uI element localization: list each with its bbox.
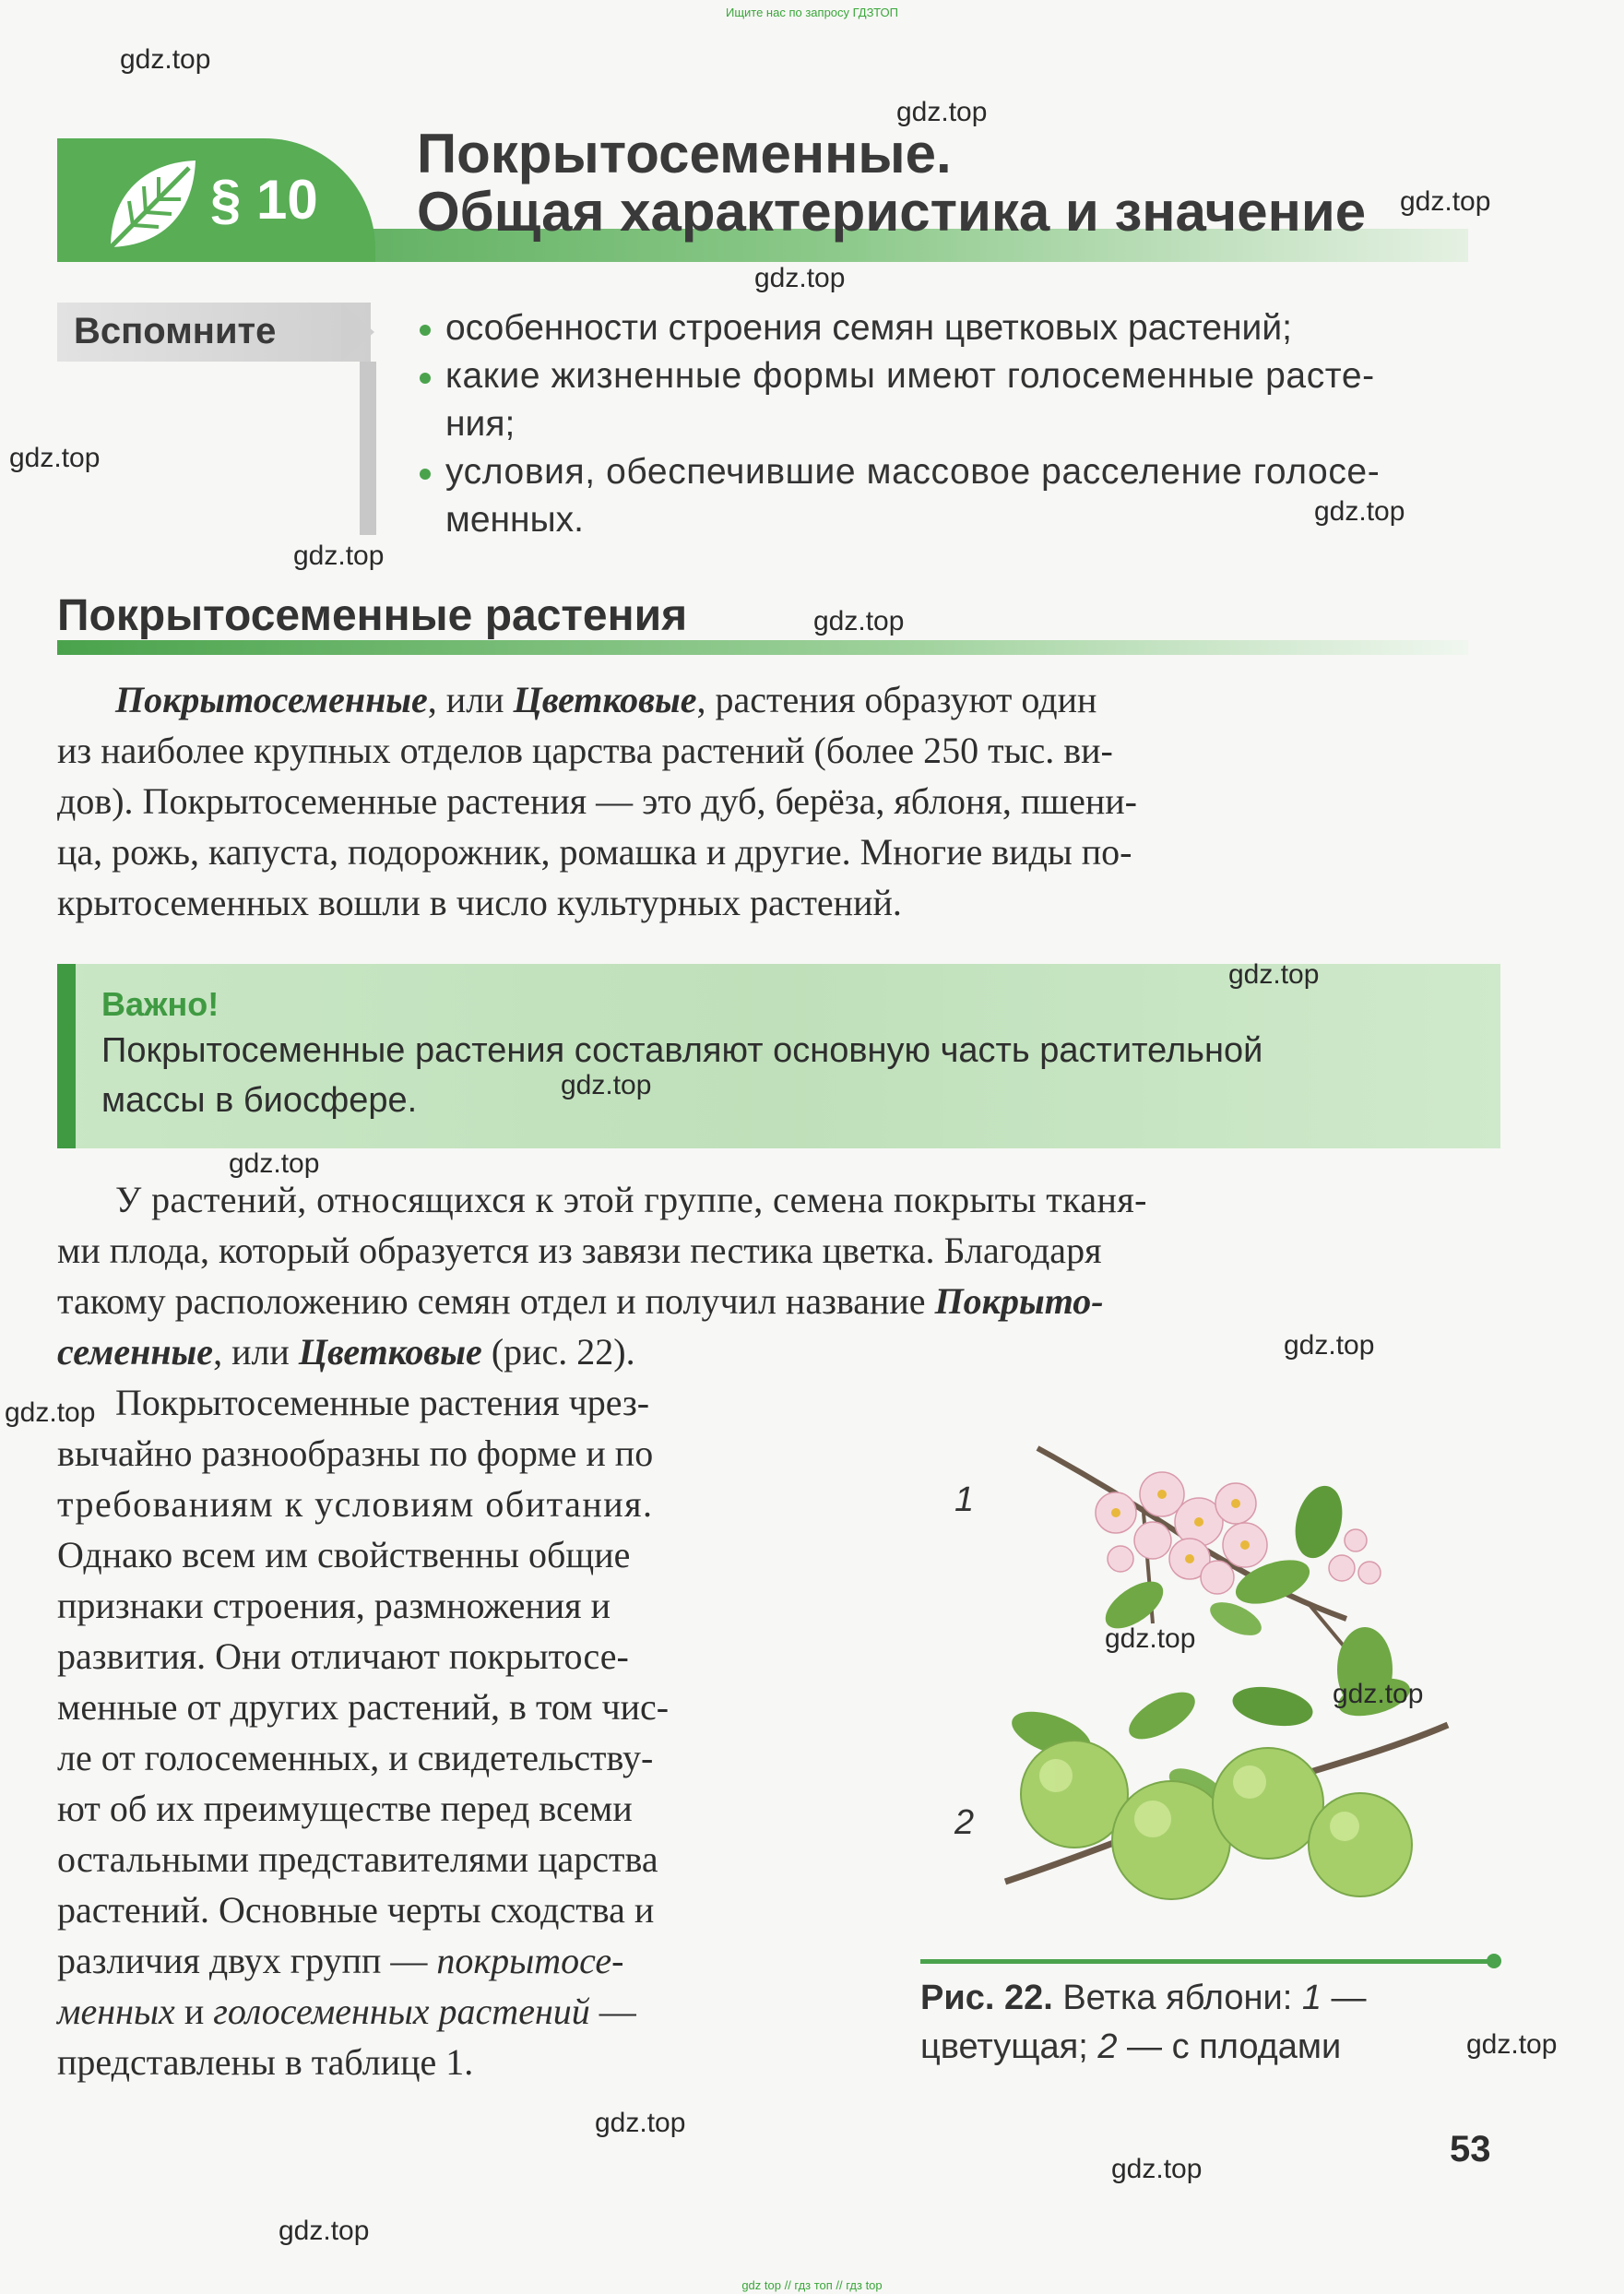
section-title: Покрытосеменные.	[417, 123, 952, 184]
important-bar	[57, 964, 76, 1148]
watermark-text: gdz.top	[754, 263, 846, 293]
watermark-text: gdz.top	[1111, 2154, 1203, 2184]
paragraph-line: дов). Покрытосеменные растения — это дуб, берёза, яблоня, пшени-	[57, 780, 1137, 822]
section-number: § 10	[210, 169, 318, 231]
recall-item-continued: менных.	[445, 500, 584, 540]
bullet-icon	[420, 325, 431, 336]
paragraph-line: требованиям к условиям обитания.	[57, 1483, 654, 1525]
figure-label-2: 2	[954, 1803, 975, 1842]
header-note: Ищите нас по запросу ГДЗТОП	[725, 6, 898, 19]
paragraph-line: вычайно разнообразны по форме и по	[57, 1432, 654, 1474]
paragraph-line: различия двух групп — покрытосе-	[57, 1940, 624, 1981]
paragraph-line: растений. Основные черты сходства и	[57, 1889, 655, 1931]
watermark-text: gdz.top	[5, 1397, 96, 1428]
subheading: Покрытосеменные растения	[57, 591, 688, 640]
important-text: Покрытосеменные растения составляют основную часть растительной	[101, 1031, 1263, 1070]
watermark-text: gdz.top	[1333, 1679, 1424, 1709]
paragraph-line: ют об их преимуществе перед всеми	[57, 1788, 633, 1829]
paragraph-line: развития. Они отличают покрытосе-	[57, 1635, 629, 1677]
paragraph-line: Покрытосеменные растения чрез-	[115, 1382, 650, 1423]
watermark-text: gdz.top	[229, 1148, 320, 1179]
watermark-text: gdz.top	[293, 541, 385, 571]
watermark-text: gdz.top	[1466, 2029, 1558, 2060]
caption-dot	[1487, 1954, 1501, 1968]
watermark-text: gdz.top	[896, 97, 988, 127]
paragraph-line: менных и голосеменных растений —	[57, 1991, 636, 2032]
watermark-text: gdz.top	[9, 443, 101, 473]
recall-item: условия, обеспечившие массовое расселение голосе-	[420, 452, 1380, 493]
recall-item-continued: ния;	[445, 404, 516, 444]
paragraph-line: остальными представителями царства	[57, 1838, 658, 1880]
paragraph-line: Покрытосеменные, или Цветковые, растения образуют один	[115, 679, 1097, 720]
paragraph-line: ле от голосеменных, и свидетельству-	[57, 1737, 654, 1778]
caption-rule	[920, 1959, 1497, 1964]
paragraph-line: семенные, или Цветковые (рис. 22).	[57, 1331, 635, 1373]
watermark-text: gdz.top	[1284, 1330, 1375, 1361]
recall-divider	[360, 362, 376, 535]
watermark-text: gdz.top	[1228, 959, 1320, 990]
paragraph-line: признаки строения, размножения и	[57, 1585, 610, 1626]
recall-item: особенности строения семян цветковых растений;	[420, 308, 1292, 349]
section-title-line2: Общая характеристика и значение	[417, 181, 1367, 243]
leaf-icon	[101, 155, 203, 256]
paragraph-line: из наиболее крупных отделов царства растений (более 250 тыс. ви-	[57, 730, 1113, 771]
paragraph-line: представлены в таблице 1.	[57, 2041, 474, 2083]
figure-caption-line2: цветущая; 2 — с плодами	[920, 2027, 1342, 2066]
paragraph-line: менные от других растений, в том чис-	[57, 1686, 670, 1728]
page-number: 53	[1450, 2129, 1491, 2169]
important-label: Важно!	[101, 985, 219, 1023]
subheading-band	[57, 640, 1468, 655]
watermark-text: gdz.top	[1400, 186, 1491, 217]
important-text: массы в биосфере.	[101, 1081, 418, 1120]
watermark-text: gdz.top	[595, 2108, 686, 2138]
watermark-text: gdz.top	[1314, 496, 1405, 527]
watermark-text: gdz.top	[1105, 1623, 1196, 1654]
paragraph-line: ми плода, который образуется из завязи пестика цветка. Благодаря	[57, 1230, 1102, 1271]
figure-caption: Рис. 22. Ветка яблони: 1 —	[920, 1979, 1367, 2017]
bullet-icon	[420, 469, 431, 480]
figure-label-1: 1	[954, 1480, 975, 1519]
paragraph-line: Однако всем им свойственны общие	[57, 1534, 631, 1575]
paragraph-line: ца, рожь, капуста, подорожник, ромашка и другие. Многие виды по-	[57, 831, 1132, 873]
watermark-text: gdz.top	[813, 606, 905, 636]
paragraph-line: такому расположению семян отдел и получил название Покрыто-	[57, 1280, 1104, 1322]
recall-tab-arrow	[341, 303, 374, 362]
recall-label: Вспомните	[74, 311, 277, 351]
watermark-text: gdz.top	[561, 1070, 652, 1100]
paragraph-line: У растений, относящихся к этой группе, семена покрыты тканя-	[115, 1179, 1147, 1220]
recall-item: какие жизненные формы имеют голосеменные расте-	[420, 356, 1375, 397]
footer-note: gdz top // гдз топ // гдз top	[741, 2278, 883, 2292]
paragraph-line: крытосеменных вошли в число культурных растений.	[57, 882, 902, 923]
watermark-text: gdz.top	[279, 2216, 370, 2246]
flowering-branch-illustration	[1037, 1448, 1393, 1712]
bullet-icon	[420, 373, 431, 384]
watermark-text: gdz.top	[120, 44, 211, 75]
